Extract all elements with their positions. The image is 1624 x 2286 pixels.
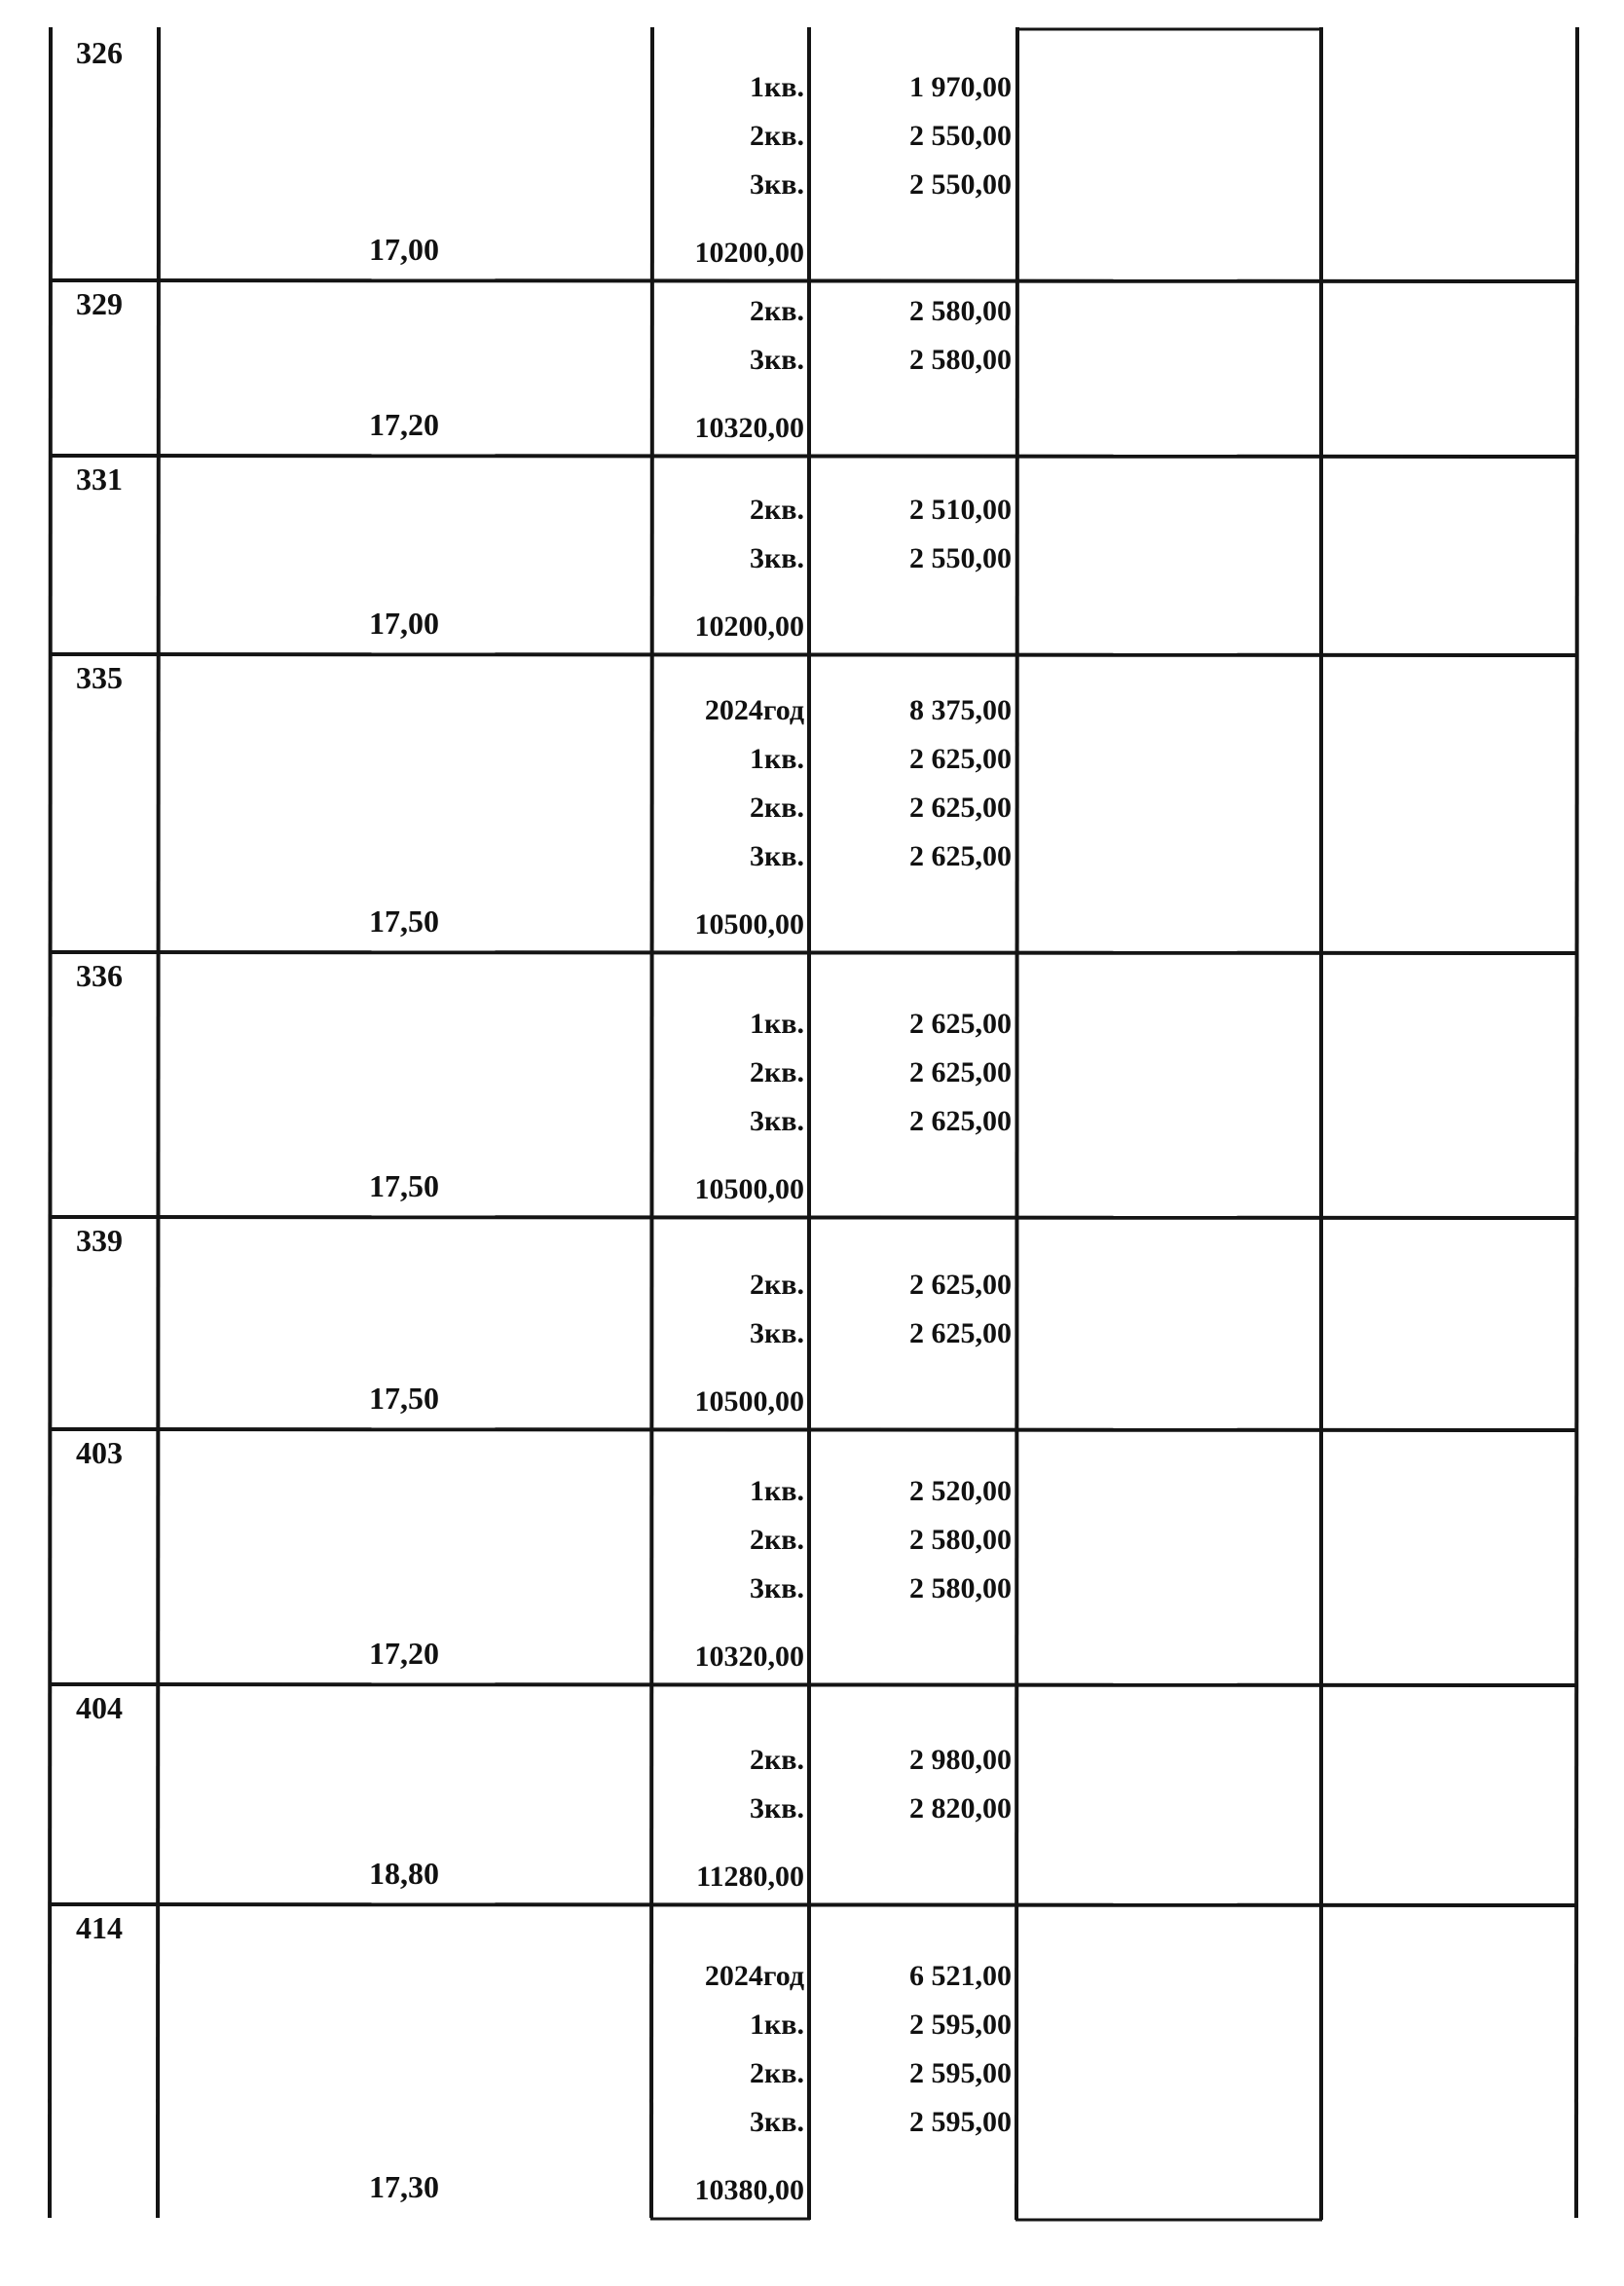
- table-row: [0, 456, 1624, 654]
- row-number: 331: [76, 461, 123, 497]
- period-label: 2кв.: [750, 2057, 804, 2089]
- row-number: 339: [76, 1223, 123, 1258]
- period-label: 2кв.: [750, 120, 804, 152]
- area-value: 17,00: [369, 606, 439, 641]
- period-amount: 2 580,00: [909, 1572, 1012, 1604]
- table-row: [0, 29, 1624, 280]
- table-row: [0, 654, 1624, 952]
- period-label: 2кв.: [750, 494, 804, 526]
- total-value: 11280,00: [696, 1861, 804, 1893]
- total-value: 10500,00: [694, 1173, 804, 1205]
- period-amount: 2 625,00: [909, 743, 1012, 775]
- period-label: 1кв.: [750, 743, 804, 775]
- area-value: 17,00: [369, 232, 439, 267]
- period-label: 2кв.: [750, 1744, 804, 1776]
- period-amount: 2 550,00: [909, 120, 1012, 152]
- period-label: 3кв.: [750, 2106, 804, 2138]
- row-number: 403: [76, 1435, 123, 1470]
- total-value: 10380,00: [694, 2174, 804, 2206]
- table-row: [0, 952, 1624, 1217]
- period-amount: 2 625,00: [909, 1105, 1012, 1137]
- period-label: 3кв.: [750, 840, 804, 872]
- table-row: [0, 1684, 1624, 1904]
- row-number: 326: [76, 35, 123, 70]
- period-amount: 2 580,00: [909, 344, 1012, 376]
- table-row: [0, 1217, 1624, 1429]
- period-amount: 8 375,00: [909, 694, 1012, 726]
- area-value: 17,20: [369, 1636, 439, 1671]
- area-value: 18,80: [369, 1856, 439, 1891]
- row-number: 414: [76, 1910, 123, 1945]
- row-number: 335: [76, 660, 123, 695]
- period-label: 2кв.: [750, 792, 804, 824]
- period-amount: 2 625,00: [909, 1317, 1012, 1349]
- row-number: 336: [76, 958, 123, 993]
- period-amount: 2 820,00: [909, 1792, 1012, 1825]
- area-value: 17,30: [369, 2169, 439, 2204]
- table-row: [0, 280, 1624, 456]
- area-value: 17,20: [369, 407, 439, 442]
- area-value: 17,50: [369, 903, 439, 939]
- row-number: 404: [76, 1690, 123, 1725]
- row-number: 329: [76, 286, 123, 321]
- period-amount: 1 970,00: [909, 71, 1012, 103]
- period-amount: 2 580,00: [909, 295, 1012, 327]
- period-amount: 2 595,00: [909, 2106, 1012, 2138]
- period-label: 2кв.: [750, 1056, 804, 1088]
- period-amount: 6 521,00: [909, 1960, 1012, 1992]
- period-label: 3кв.: [750, 1105, 804, 1137]
- period-label: 1кв.: [750, 71, 804, 103]
- period-label: 1кв.: [750, 1475, 804, 1507]
- period-amount: 2 520,00: [909, 1475, 1012, 1507]
- total-value: 10500,00: [694, 908, 804, 940]
- total-value: 10200,00: [694, 610, 804, 643]
- area-value: 17,50: [369, 1168, 439, 1203]
- period-label: 2024год: [704, 694, 804, 726]
- period-amount: 2 595,00: [909, 2057, 1012, 2089]
- total-value: 10320,00: [694, 1641, 804, 1673]
- period-label: 2кв.: [750, 1269, 804, 1301]
- table-row: [0, 1429, 1624, 1684]
- period-amount: 2 625,00: [909, 840, 1012, 872]
- area-value: 17,50: [369, 1381, 439, 1416]
- period-label: 3кв.: [750, 168, 804, 201]
- period-amount: 2 625,00: [909, 1269, 1012, 1301]
- period-amount: 2 550,00: [909, 168, 1012, 201]
- period-amount: 2 625,00: [909, 1056, 1012, 1088]
- period-label: 3кв.: [750, 1792, 804, 1825]
- period-amount: 2 510,00: [909, 494, 1012, 526]
- period-amount: 2 980,00: [909, 1744, 1012, 1776]
- total-value: 10500,00: [694, 1385, 804, 1418]
- period-label: 3кв.: [750, 1317, 804, 1349]
- total-value: 10320,00: [694, 412, 804, 444]
- period-amount: 2 625,00: [909, 792, 1012, 824]
- period-amount: 2 580,00: [909, 1524, 1012, 1556]
- period-label: 2кв.: [750, 1524, 804, 1556]
- period-label: 2кв.: [750, 295, 804, 327]
- period-label: 3кв.: [750, 542, 804, 574]
- period-label: 3кв.: [750, 344, 804, 376]
- table-row: [0, 1904, 1624, 2218]
- period-label: 2024год: [704, 1960, 804, 1992]
- period-label: 3кв.: [750, 1572, 804, 1604]
- total-value: 10200,00: [694, 237, 804, 269]
- period-amount: 2 595,00: [909, 2009, 1012, 2041]
- period-amount: 2 625,00: [909, 1008, 1012, 1040]
- period-label: 1кв.: [750, 1008, 804, 1040]
- period-label: 1кв.: [750, 2009, 804, 2041]
- period-amount: 2 550,00: [909, 542, 1012, 574]
